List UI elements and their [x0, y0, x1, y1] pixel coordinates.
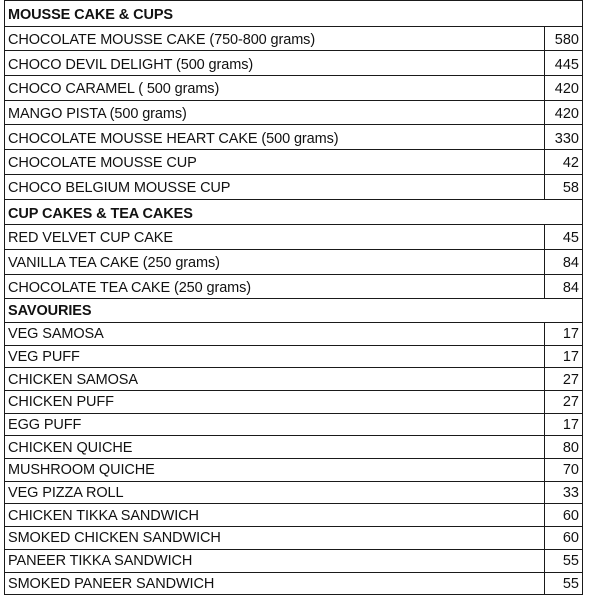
item-price: 445	[554, 56, 579, 73]
item-price: 55	[562, 553, 579, 569]
item-name: SMOKED PANEER SANDWICH	[5, 573, 545, 595]
menu-item	[5, 503, 582, 526]
menu-item	[5, 549, 582, 572]
menu-table	[4, 0, 583, 595]
section-header	[5, 1, 582, 26]
menu-item	[5, 572, 582, 595]
item-price: 580	[554, 31, 579, 48]
menu-item	[5, 435, 582, 458]
menu-item	[5, 26, 582, 51]
menu-item	[5, 367, 582, 390]
menu-item	[5, 100, 582, 125]
menu-item	[5, 345, 582, 368]
item-name: VANILLA TEA CAKE (250 grams)	[5, 250, 545, 274]
item-price: 27	[562, 371, 579, 388]
menu-item	[5, 75, 582, 100]
item-name: SMOKED CHICKEN SANDWICH	[5, 527, 545, 549]
menu-item	[5, 249, 582, 274]
menu-item	[5, 481, 582, 504]
item-name: PANEER TIKKA SANDWICH	[5, 550, 545, 572]
menu-item	[5, 526, 582, 549]
item-name: VEG SAMOSA	[5, 323, 545, 345]
menu-item	[5, 274, 582, 299]
item-price: 55	[562, 575, 579, 592]
item-price: 330	[554, 130, 579, 147]
item-price: 420	[554, 81, 579, 98]
section-header	[5, 299, 582, 322]
item-name: CHOCOLATE MOUSSE CUP	[5, 150, 545, 174]
item-price: 420	[554, 105, 579, 122]
item-price: 45	[562, 230, 579, 247]
menu-item	[5, 149, 582, 174]
item-price: 60	[562, 507, 579, 524]
item-price: 17	[562, 348, 579, 365]
item-price: 84	[562, 279, 579, 296]
item-name: CHICKEN PUFF	[5, 391, 545, 413]
section-cup-cakes-tea-cakes	[4, 200, 583, 300]
item-price: 84	[562, 255, 579, 272]
item-name: CHOCO CARAMEL ( 500 grams)	[5, 76, 545, 100]
section-title: MOUSSE CAKE & CUPS	[8, 7, 173, 24]
menu-item	[5, 458, 582, 481]
section-title: CUP CAKES & TEA CAKES	[8, 205, 193, 222]
item-price: 70	[562, 462, 579, 479]
menu-item	[5, 413, 582, 436]
item-price: 27	[562, 394, 579, 411]
item-name: VEG PUFF	[5, 346, 545, 368]
section-title: SAVOURIES	[8, 303, 92, 320]
item-name: MANGO PISTA (500 grams)	[5, 101, 545, 125]
item-name: VEG PIZZA ROLL	[5, 482, 545, 504]
item-price: 17	[562, 326, 579, 343]
menu-item	[5, 50, 582, 75]
item-name: CHOCO DEVIL DELIGHT (500 grams)	[5, 51, 545, 75]
section-savouries	[4, 299, 583, 595]
section-header	[5, 200, 582, 225]
item-name: EGG PUFF	[5, 414, 545, 436]
menu-item	[5, 224, 582, 249]
item-name: MUSHROOM QUICHE	[5, 459, 545, 481]
item-name: CHOCOLATE MOUSSE CAKE (750-800 grams)	[5, 27, 545, 51]
menu-item	[5, 174, 582, 199]
section-mousse-cake-cups	[4, 0, 583, 200]
item-name: CHOCOLATE TEA CAKE (250 grams)	[5, 275, 545, 299]
item-price: 58	[562, 180, 579, 196]
item-name: CHICKEN TIKKA SANDWICH	[5, 504, 545, 526]
menu-item	[5, 390, 582, 413]
item-price: 80	[562, 439, 579, 456]
item-name: CHICKEN QUICHE	[5, 436, 545, 458]
menu-item	[5, 322, 582, 345]
item-name: CHOCO BELGIUM MOUSSE CUP	[5, 175, 545, 199]
item-price: 17	[562, 416, 579, 433]
item-price: 33	[562, 484, 579, 501]
item-price: 60	[562, 530, 579, 547]
item-name: RED VELVET CUP CAKE	[5, 225, 545, 249]
item-name: CHOCOLATE MOUSSE HEART CAKE (500 grams)	[5, 125, 545, 149]
item-price: 42	[562, 155, 579, 172]
item-name: CHICKEN SAMOSA	[5, 368, 545, 390]
menu-item	[5, 124, 582, 149]
